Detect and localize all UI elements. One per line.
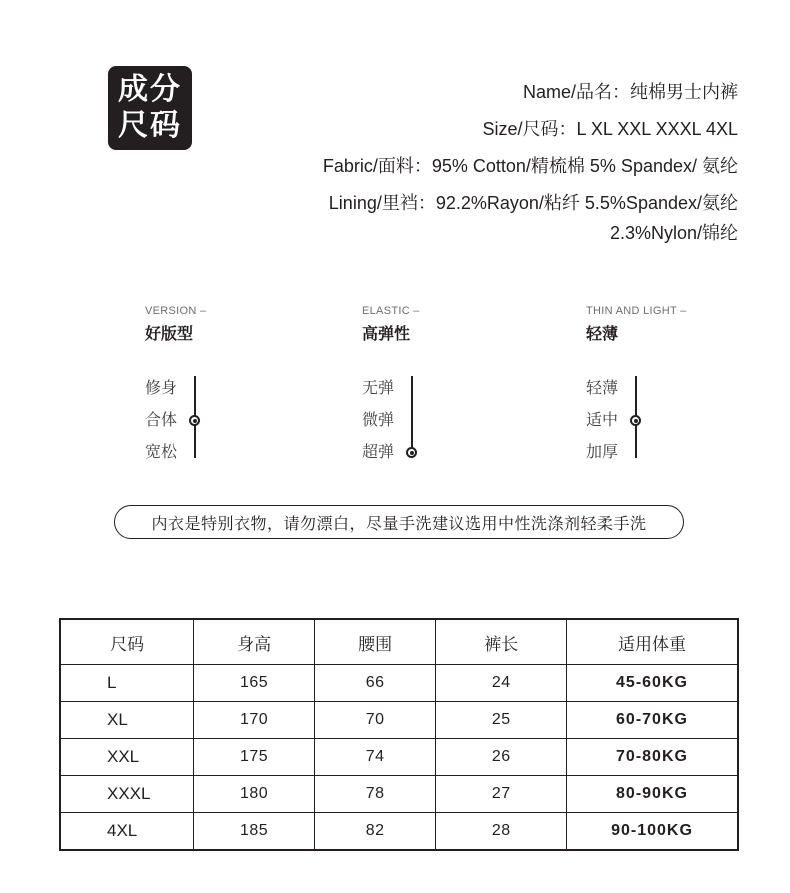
- feature-thin-light-cn: 轻薄: [586, 326, 619, 343]
- scale-version-option: 宽松: [145, 444, 178, 461]
- scale-elastic-option: 无弹: [362, 380, 395, 397]
- info-lining-continued: 2.3%Nylon/锦纶: [609, 223, 738, 243]
- table-row: [60, 739, 738, 776]
- table-cell: 4XL: [60, 813, 194, 851]
- table-cell: 25: [436, 702, 567, 739]
- scale-version-option: 修身: [145, 380, 178, 397]
- feature-elastic: [362, 305, 420, 344]
- table-header-cell: 尺码: [60, 619, 194, 665]
- section-badge: [108, 66, 192, 150]
- badge-line-1: 成分: [118, 73, 182, 106]
- table-cell: 175: [194, 739, 315, 776]
- table-cell: 74: [314, 739, 436, 776]
- table-cell: 24: [436, 665, 567, 702]
- table-row: [60, 665, 738, 702]
- table-cell: XXL: [60, 739, 194, 776]
- feature-version: [145, 305, 206, 344]
- feature-elastic-en: ELASTIC –: [362, 305, 420, 317]
- scale-thin-light-option: 轻薄: [586, 380, 619, 397]
- info-fabric: Fabric/面料：95% Cotton/精梳棉 5% Spandex/ 氨纶: [322, 156, 738, 176]
- badge-line-2: 尺码: [118, 109, 182, 142]
- table-cell: 45-60KG: [566, 665, 738, 702]
- table-header-cell: 裤长: [436, 619, 567, 665]
- table-cell: 180: [194, 776, 315, 813]
- info-name: Name/品名：纯棉男士内裤: [522, 82, 738, 102]
- table-cell: 165: [194, 665, 315, 702]
- table-cell: XXXL: [60, 776, 194, 813]
- table-header-cell: 腰围: [314, 619, 436, 665]
- scale-version-option: 合体: [145, 412, 178, 429]
- table-cell: 26: [436, 739, 567, 776]
- scale-elastic-line: [411, 376, 413, 458]
- table-cell: 185: [194, 813, 315, 851]
- table-cell: 80-90KG: [566, 776, 738, 813]
- feature-version-en: VERSION –: [145, 305, 207, 317]
- scale-elastic-option: 超弹: [362, 444, 395, 461]
- table-cell: 27: [436, 776, 567, 813]
- size-table: [59, 618, 739, 851]
- scale-elastic-indicator: [406, 447, 417, 458]
- scale-thin-light-option: 加厚: [586, 444, 619, 461]
- table-cell: 78: [314, 776, 436, 813]
- feature-thin-light-en: THIN AND LIGHT –: [586, 305, 687, 317]
- table-header-cell: 适用体重: [566, 619, 738, 665]
- info-lining: Lining/里裆：92.2%Rayon/粘纤 5.5%Spandex/氨纶: [328, 193, 738, 213]
- table-header-row: [60, 619, 738, 665]
- table-cell: L: [60, 665, 194, 702]
- scale-elastic-option: 微弹: [362, 412, 395, 429]
- table-cell: 90-100KG: [566, 813, 738, 851]
- table-cell: 82: [314, 813, 436, 851]
- table-cell: 170: [194, 702, 315, 739]
- info-size: Size/尺码：L XL XXL XXXL 4XL: [482, 119, 738, 139]
- feature-version-cn: 好版型: [145, 326, 194, 343]
- table-cell: 66: [314, 665, 436, 702]
- table-cell: 28: [436, 813, 567, 851]
- feature-elastic-cn: 高弹性: [362, 326, 411, 343]
- table-header-cell: 身高: [194, 619, 315, 665]
- table-row: [60, 702, 738, 739]
- product-info: [323, 74, 738, 248]
- care-notice: 内衣是特别衣物，请勿漂白，尽量手洗建议选用中性洗涤剂轻柔手洗: [114, 505, 684, 539]
- feature-thin-light: [586, 305, 687, 344]
- scale-thin-light-option: 适中: [586, 412, 619, 429]
- table-row: [60, 776, 738, 813]
- table-cell: XL: [60, 702, 194, 739]
- scale-thin-light-indicator: [630, 415, 641, 426]
- table-row: [60, 813, 738, 851]
- table-cell: 60-70KG: [566, 702, 738, 739]
- table-cell: 70: [314, 702, 436, 739]
- scale-version-indicator: [189, 415, 200, 426]
- table-cell: 70-80KG: [566, 739, 738, 776]
